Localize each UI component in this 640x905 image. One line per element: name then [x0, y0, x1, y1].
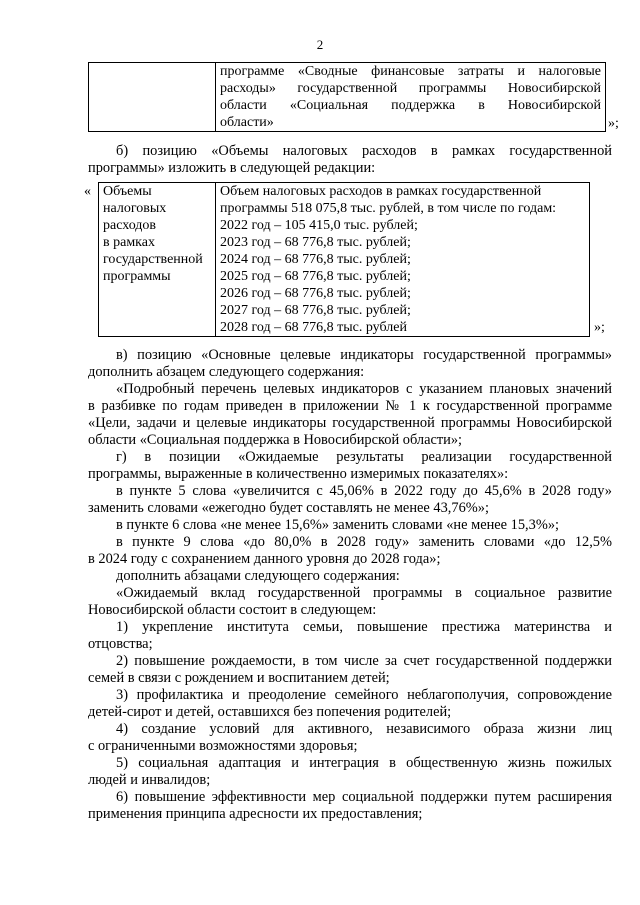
- table2-left-line: программы: [103, 269, 171, 284]
- table2-right-cell: [216, 183, 590, 337]
- table2-right-line: 2028 год – 68 776,8 тыс. рублей: [220, 320, 407, 335]
- table1-text-cell: [216, 63, 606, 132]
- table1-empty-cell: [89, 63, 216, 132]
- page-number: 2: [316, 37, 324, 52]
- body-line: применения принципа адресности их предоставления;: [88, 806, 423, 822]
- table2-right-line: 2022 год – 105 415,0 тыс. рублей;: [220, 218, 418, 233]
- body-line: семей в связи с рождением и воспитанием детей;: [88, 670, 390, 686]
- body-line: 6) повышение эффективности мер социальной поддержки путем расширения: [116, 789, 612, 805]
- table-tax-expenses: [98, 182, 590, 337]
- table2-right-line: Объем налоговых расходов в рамках государственной: [220, 184, 542, 199]
- body-line: 3) профилактика и преодоление семейного неблагополучия, сопровождение: [116, 687, 612, 703]
- table2-right-line: 2026 год – 68 776,8 тыс. рублей;: [220, 286, 411, 301]
- body-line: дополнить абзацами следующего содержания:: [116, 568, 400, 584]
- table2-closing-quote: »;: [594, 320, 605, 335]
- table2-right-line: 2027 год – 68 776,8 тыс. рублей;: [220, 303, 411, 318]
- table1-line: области «Социальная поддержка в Новосибирской: [220, 98, 601, 113]
- para-b-line: б) позицию «Объемы налоговых расходов в рамках государственной: [116, 143, 612, 159]
- body-line: дополнить абзацем следующего содержания:: [88, 364, 365, 380]
- body-line: в) позицию «Основные целевые индикаторы государственной программы»: [116, 347, 612, 363]
- body-line: с ограниченными возможностями здоровья;: [88, 738, 358, 754]
- para-b-line: программы» изложить в следующей редакции:: [88, 160, 376, 176]
- table2-opening-quote: «: [84, 184, 91, 199]
- table2-left-line: в рамках: [103, 235, 155, 250]
- body-line: программы, выраженные в количественно измеримых показателях»:: [88, 466, 509, 482]
- table1-closing-quote: »;: [608, 116, 619, 131]
- body-line: в пункте 5 слова «увеличится с 45,06% в 2022 году до 45,6% в 2028 году»: [116, 483, 612, 499]
- body-line: в пункте 6 слова «не менее 15,6%» заменить словами «не менее 15,3%»;: [116, 517, 560, 533]
- body-line: отцовства;: [88, 636, 153, 652]
- body-line: 4) создание условий для активного, независимого образа жизни лиц: [116, 721, 612, 737]
- body-line: «Подробный перечень целевых индикаторов с указанием плановых значений: [116, 381, 612, 397]
- body-line: людей и инвалидов;: [88, 772, 211, 788]
- body-line: в 2024 году с сохранением данного уровня до 2028 года»;: [88, 551, 441, 567]
- body-line: г) в позиции «Ожидаемые результаты реализации государственной: [116, 449, 612, 465]
- table2-left-line: Объемы: [103, 184, 152, 199]
- body-line: «Ожидаемый вклад государственной программы в социальное развитие: [116, 585, 612, 601]
- body-line: 2) повышение рождаемости, в том числе за счет государственной поддержки: [116, 653, 612, 669]
- body-line: 5) социальная адаптация и интеграция в общественную жизнь пожилых: [116, 755, 612, 771]
- body-line: области «Социальная поддержка в Новосибирской области»;: [88, 432, 463, 448]
- table2-right-line: программы 518 075,8 тыс. рублей, в том числе по годам:: [220, 201, 557, 216]
- table1-line: программе «Сводные финансовые затраты и налоговые: [220, 64, 601, 79]
- body-line: детей-сирот и детей, оставшихся без попечения родителей;: [88, 704, 452, 720]
- table2-right-line: 2024 год – 68 776,8 тыс. рублей;: [220, 252, 411, 267]
- body-line: 1) укрепление института семьи, повышение престижа материнства и: [116, 619, 612, 635]
- table1-line: области»: [220, 115, 274, 130]
- table2-left-line: расходов: [103, 218, 157, 233]
- table2-left-line: налоговых: [103, 201, 167, 216]
- body-line: «Цели, задачи и целевые индикаторы государственной программы Новосибирской: [88, 415, 612, 431]
- table2-left-cell: [99, 183, 216, 337]
- table2-right-line: 2023 год – 68 776,8 тыс. рублей;: [220, 235, 411, 250]
- body-line: заменить словами «ежегодно будет составлять не менее 43,76%»;: [88, 500, 489, 516]
- body-line: Новосибирской области состоит в следующем:: [88, 602, 377, 618]
- body-line: в пункте 9 слова «до 80,0% в 2028 году» заменить словами «до 12,5%: [116, 534, 612, 550]
- table2-left-line: государственной: [103, 252, 203, 267]
- table1-line: расходы» государственной программы Новосибирской: [220, 81, 601, 96]
- table2-right-line: 2025 год – 68 776,8 тыс. рублей;: [220, 269, 411, 284]
- table-program-fragment: [88, 62, 606, 132]
- body-line: в разбивке по годам приведен в приложении № 1 к государственной программе: [88, 398, 612, 414]
